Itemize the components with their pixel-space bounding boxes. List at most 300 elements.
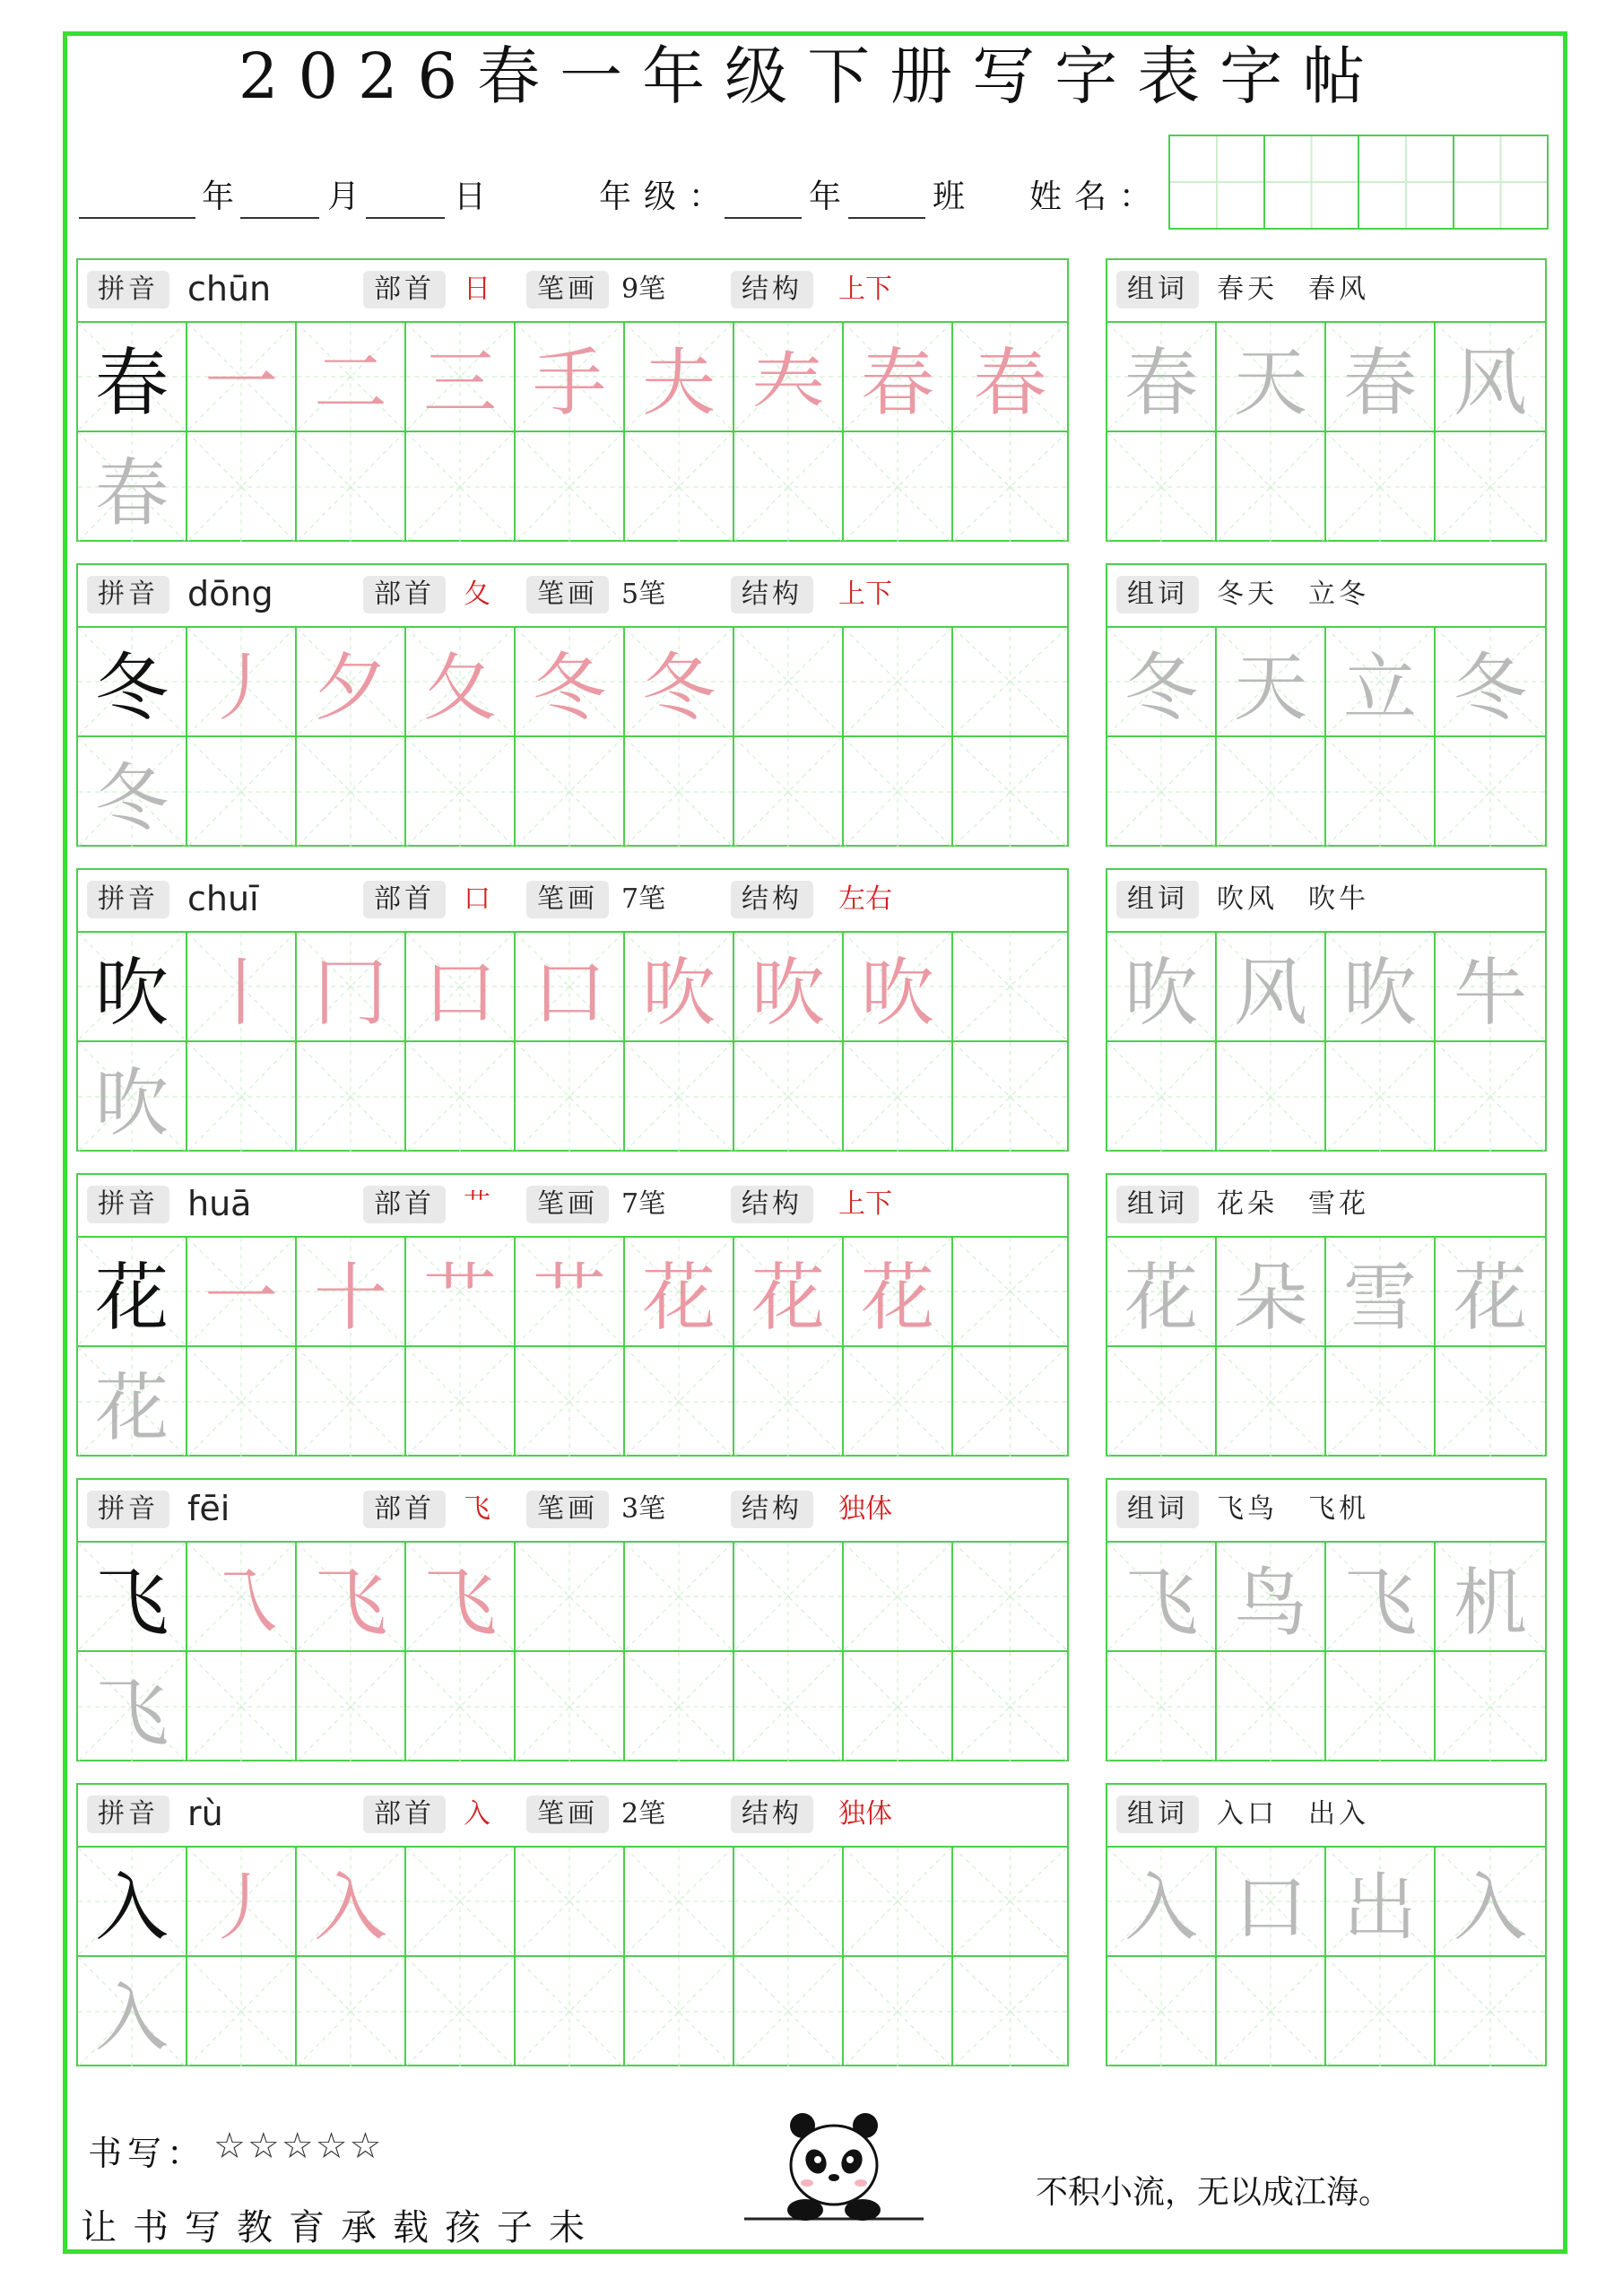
writing-cell[interactable] [1217, 1652, 1326, 1761]
stroke-step: 手 [532, 340, 606, 426]
word-trace-character: 雪 [1342, 1255, 1417, 1341]
model-cell[interactable] [78, 1848, 187, 1957]
writing-cell[interactable] [406, 1347, 516, 1457]
word-trace-cell[interactable] [1217, 323, 1326, 432]
words-row [1107, 565, 1545, 628]
writing-cell[interactable] [1107, 1347, 1217, 1457]
writing-cell[interactable] [844, 737, 953, 847]
stroke-step: 冬 [641, 645, 716, 731]
word-trace-cell[interactable] [1217, 1848, 1326, 1957]
writing-cell[interactable] [1436, 737, 1545, 847]
writing-label: 书写： [88, 2134, 207, 2173]
writing-cell[interactable] [953, 737, 1067, 847]
writing-cell[interactable] [297, 1347, 406, 1457]
writing-cell[interactable] [187, 432, 297, 542]
stroke-cell[interactable] [406, 628, 516, 737]
stroke-cell[interactable] [187, 323, 297, 432]
writing-cell[interactable] [1217, 1957, 1326, 2066]
writing-cell[interactable] [734, 1543, 844, 1652]
writing-cell[interactable] [844, 1543, 953, 1652]
day-blank[interactable] [366, 217, 445, 219]
words-panel [1106, 563, 1547, 847]
words-tag: 组词 [1116, 881, 1199, 918]
model-cell[interactable] [78, 1238, 187, 1347]
model-character: 入 [94, 1865, 169, 1951]
stroke-cell[interactable] [297, 628, 406, 737]
word-trace-cell[interactable] [1326, 323, 1436, 432]
name-box[interactable] [1265, 136, 1360, 228]
words-tag: 组词 [1116, 1186, 1199, 1223]
stroke-cell[interactable] [187, 628, 297, 737]
stroke-step: 口 [532, 950, 606, 1036]
word-trace-cell[interactable] [1326, 1238, 1436, 1347]
page-title: 2026春一年级下册写字表字帖 [238, 39, 1385, 113]
word-trace-character: 吹 [1124, 950, 1198, 1036]
word-trace-cell[interactable] [1326, 628, 1436, 737]
month-label: 月 [327, 178, 366, 215]
word-trace-cell[interactable] [1107, 1238, 1217, 1347]
trace-cell[interactable] [78, 1042, 187, 1152]
radical-value: 口 [464, 883, 490, 915]
stroke-step: 吹 [860, 950, 934, 1036]
word-trace-character: 鸟 [1233, 1560, 1307, 1646]
words-row [1107, 1175, 1545, 1238]
stroke-step: 春 [860, 340, 934, 426]
practice-panel [76, 868, 1069, 1152]
name-box[interactable] [1170, 136, 1265, 228]
writing-cell[interactable] [1217, 1347, 1326, 1457]
writing-cell[interactable] [1326, 1652, 1436, 1761]
writing-cell[interactable] [187, 1652, 297, 1761]
trace-character: 飞 [94, 1670, 169, 1756]
writing-cell[interactable] [1436, 1042, 1545, 1152]
word-trace-cell[interactable] [1436, 323, 1545, 432]
writing-cell[interactable] [516, 737, 625, 847]
writing-cell[interactable] [953, 1957, 1067, 2066]
stroke-step: 花 [641, 1255, 716, 1341]
writing-cell[interactable] [734, 628, 844, 737]
practice-panel [76, 1478, 1069, 1761]
name-label: 姓名： [1029, 178, 1165, 215]
trace-cell[interactable] [78, 737, 187, 847]
writing-cell[interactable] [953, 1652, 1067, 1761]
stroke-step: 吹 [641, 950, 716, 1036]
structure-tag: 结构 [731, 1186, 813, 1223]
word-trace-cell[interactable] [1326, 1543, 1436, 1652]
writing-cell[interactable] [516, 1347, 625, 1457]
stroke-cell[interactable] [406, 323, 516, 432]
info-row [78, 565, 1067, 628]
model-cell[interactable] [78, 323, 187, 432]
writing-cell[interactable] [1107, 1957, 1217, 2066]
radical-value: 日 [464, 274, 490, 305]
words-row [1107, 870, 1545, 933]
writing-cell[interactable] [406, 1652, 516, 1761]
words-panel [1106, 868, 1547, 1152]
word-trace-character: 春 [1124, 340, 1198, 426]
name-box[interactable] [1454, 136, 1548, 228]
words-row [1107, 260, 1545, 323]
structure-value: 上下 [838, 1188, 892, 1220]
word-trace-character: 冬 [1124, 645, 1198, 731]
strokes-value: 3笔 [621, 1493, 666, 1525]
writing-cell[interactable] [1326, 1042, 1436, 1152]
word-trace-cell[interactable] [1436, 1543, 1545, 1652]
words-tag: 组词 [1116, 271, 1199, 309]
structure-tag: 结构 [731, 1796, 813, 1833]
stroke-step: 丨 [204, 950, 278, 1036]
writing-cell[interactable] [953, 933, 1067, 1042]
structure-tag: 结构 [731, 576, 813, 613]
stroke-step: 十 [313, 1255, 387, 1341]
stroke-cell[interactable] [297, 1238, 406, 1347]
words-panel [1106, 1478, 1547, 1761]
writing-cell[interactable] [625, 1347, 734, 1457]
pinyin-value: chūn [187, 269, 272, 309]
writing-cell[interactable] [1436, 1957, 1545, 2066]
writing-cell[interactable] [1107, 737, 1217, 847]
practice-panel [76, 1783, 1069, 2066]
writing-cell[interactable] [1217, 737, 1326, 847]
writing-cell[interactable] [1217, 1042, 1326, 1152]
trace-character: 花 [94, 1365, 169, 1451]
radical-tag: 部首 [363, 271, 446, 309]
pinyin-tag: 拼音 [87, 881, 169, 918]
stroke-step: 花 [860, 1255, 934, 1341]
stroke-cell[interactable] [297, 323, 406, 432]
name-box[interactable] [1359, 136, 1454, 228]
writing-cell[interactable] [625, 1652, 734, 1761]
writing-cell[interactable] [734, 1347, 844, 1457]
pinyin-value: rù [187, 1794, 223, 1833]
word-trace-character: 花 [1124, 1255, 1198, 1341]
pinyin-tag: 拼音 [87, 271, 169, 309]
word-trace-cell[interactable] [1326, 1848, 1436, 1957]
writing-cell[interactable] [516, 1042, 625, 1152]
stroke-step: 口 [422, 950, 497, 1036]
practice-panel [76, 1173, 1069, 1457]
stroke-step: 冬 [532, 645, 606, 731]
strokes-value: 9笔 [621, 274, 666, 305]
stroke-cell[interactable] [187, 1238, 297, 1347]
model-cell[interactable] [78, 628, 187, 737]
word-trace-cell[interactable] [1436, 1848, 1545, 1957]
word-trace-character: 风 [1233, 950, 1307, 1036]
pinyin-value: chuī [187, 879, 259, 918]
word-trace-cell[interactable] [1107, 1543, 1217, 1652]
word-trace-character: 机 [1453, 1560, 1527, 1646]
words-value: 春天 春风 [1217, 274, 1369, 305]
stroke-step: 𡗗 [751, 340, 825, 426]
radical-value: 艹 [464, 1188, 490, 1220]
rating-stars[interactable]: ☆☆☆☆☆ [213, 2126, 384, 2167]
words-value: 入口 出入 [1217, 1798, 1369, 1830]
structure-value: 独体 [838, 1493, 892, 1525]
quote-text: 不积小流，无以成江海。 [1036, 2174, 1392, 2211]
writing-cell[interactable] [516, 1652, 625, 1761]
radical-value: 飞 [464, 1493, 490, 1525]
strokes-value: 7笔 [621, 883, 666, 915]
trace-cell[interactable] [78, 1957, 187, 2066]
grade-year-label: 年 [809, 178, 847, 215]
stroke-cell[interactable] [625, 1238, 734, 1347]
writing-cell[interactable] [516, 432, 625, 542]
stroke-cell[interactable] [406, 933, 516, 1042]
strokes-value: 7笔 [621, 1188, 666, 1220]
stroke-step: 吹 [751, 950, 825, 1036]
writing-cell[interactable] [406, 737, 516, 847]
stroke-cell[interactable] [187, 1848, 297, 1957]
words-row [1107, 1480, 1545, 1543]
writing-cell[interactable] [187, 1042, 297, 1152]
writing-cell[interactable] [734, 1848, 844, 1957]
words-panel [1106, 258, 1547, 542]
writing-cell[interactable] [187, 1957, 297, 2066]
stroke-step: 花 [751, 1255, 825, 1341]
writing-cell[interactable] [297, 1042, 406, 1152]
writing-cell[interactable] [516, 1543, 625, 1652]
pinyin-tag: 拼音 [87, 576, 169, 613]
writing-cell[interactable] [516, 1848, 625, 1957]
writing-cell[interactable] [625, 737, 734, 847]
word-trace-cell[interactable] [1107, 1848, 1217, 1957]
class-blank[interactable] [848, 217, 925, 219]
character-section [76, 868, 1547, 1152]
writing-cell[interactable] [1436, 1347, 1545, 1457]
word-trace-cell[interactable] [1107, 628, 1217, 737]
words-panel [1106, 1173, 1547, 1457]
stroke-step: 一 [204, 340, 278, 426]
writing-cell[interactable] [953, 1042, 1067, 1152]
stroke-cell[interactable] [187, 1543, 297, 1652]
writing-cell[interactable] [625, 432, 734, 542]
writing-cell[interactable] [297, 1652, 406, 1761]
trace-cell[interactable] [78, 432, 187, 542]
word-trace-cell[interactable] [1107, 933, 1217, 1042]
writing-cell[interactable] [953, 432, 1067, 542]
stroke-step: 乁 [204, 1560, 278, 1646]
writing-cell[interactable] [1107, 432, 1217, 542]
strokes-value: 2笔 [621, 1798, 666, 1830]
radical-value: 入 [464, 1798, 490, 1830]
stroke-cell[interactable] [516, 933, 625, 1042]
word-trace-cell[interactable] [1436, 933, 1545, 1042]
writing-cell[interactable] [1326, 432, 1436, 542]
word-trace-character: 飞 [1342, 1560, 1417, 1646]
writing-cell[interactable] [953, 1238, 1067, 1347]
stroke-cell[interactable] [734, 1238, 844, 1347]
stroke-step: 夕 [313, 645, 387, 731]
stroke-cell[interactable] [406, 1238, 516, 1347]
stroke-cell[interactable] [297, 933, 406, 1042]
panda-icon [744, 2109, 924, 2226]
stroke-step: 艹 [532, 1255, 606, 1341]
writing-cell[interactable] [187, 737, 297, 847]
writing-cell[interactable] [297, 737, 406, 847]
stroke-cell[interactable] [187, 933, 297, 1042]
trace-character: 春 [94, 450, 169, 536]
pinyin-tag: 拼音 [87, 1186, 169, 1223]
trace-cell[interactable] [78, 1347, 187, 1457]
writing-cell[interactable] [297, 432, 406, 542]
writing-cell[interactable] [1436, 1652, 1545, 1761]
writing-cell[interactable] [187, 1347, 297, 1457]
stroke-cell[interactable] [734, 323, 844, 432]
grade-year-blank[interactable] [725, 217, 802, 219]
word-trace-character: 飞 [1124, 1560, 1198, 1646]
writing-cell[interactable] [1107, 1652, 1217, 1761]
word-trace-cell[interactable] [1107, 323, 1217, 432]
word-trace-cell[interactable] [1217, 933, 1326, 1042]
writing-cell[interactable] [406, 1957, 516, 2066]
stroke-step: 三 [422, 340, 497, 426]
writing-cell[interactable] [1217, 432, 1326, 542]
word-trace-character: 春 [1342, 340, 1417, 426]
stroke-cell[interactable] [625, 323, 734, 432]
class-label: 班 [933, 178, 971, 215]
writing-cell[interactable] [844, 1042, 953, 1152]
character-section [76, 563, 1547, 847]
stroke-cell[interactable] [516, 628, 625, 737]
strokes-value: 5笔 [621, 578, 666, 610]
structure-tag: 结构 [731, 271, 813, 309]
writing-cell[interactable] [516, 1957, 625, 2066]
stroke-step: 二 [313, 340, 387, 426]
writing-cell[interactable] [406, 1848, 516, 1957]
stroke-cell[interactable] [297, 1543, 406, 1652]
stroke-cell[interactable] [625, 933, 734, 1042]
strokes-tag: 笔画 [526, 881, 609, 918]
writing-cell[interactable] [844, 432, 953, 542]
word-trace-character: 牛 [1453, 950, 1527, 1036]
radical-tag: 部首 [363, 881, 446, 918]
writing-cell[interactable] [406, 1042, 516, 1152]
writing-cell[interactable] [625, 1957, 734, 2066]
year-blank[interactable] [79, 217, 195, 219]
writing-cell[interactable] [734, 737, 844, 847]
writing-cell[interactable] [625, 1543, 734, 1652]
writing-cell[interactable] [844, 628, 953, 737]
model-cell[interactable] [78, 933, 187, 1042]
stroke-cell[interactable] [953, 323, 1067, 432]
words-row [1107, 1785, 1545, 1848]
word-trace-character: 天 [1233, 340, 1307, 426]
stroke-step: 飞 [313, 1560, 387, 1646]
writing-cell[interactable] [1436, 432, 1545, 542]
writing-cell[interactable] [1107, 1042, 1217, 1152]
writing-cell[interactable] [734, 432, 844, 542]
writing-cell[interactable] [625, 1042, 734, 1152]
word-trace-cell[interactable] [1217, 1543, 1326, 1652]
writing-cell[interactable] [625, 1848, 734, 1957]
month-blank[interactable] [240, 217, 319, 219]
writing-cell[interactable] [844, 1848, 953, 1957]
practice-panel [76, 258, 1069, 542]
words-tag: 组词 [1116, 576, 1199, 613]
stroke-cell[interactable] [844, 933, 953, 1042]
strokes-tag: 笔画 [526, 1491, 609, 1528]
stroke-cell[interactable] [844, 323, 953, 432]
writing-cell[interactable] [734, 1042, 844, 1152]
writing-cell[interactable] [953, 1848, 1067, 1957]
structure-value: 独体 [838, 1798, 892, 1830]
word-trace-cell[interactable] [1217, 628, 1326, 737]
writing-cell[interactable] [844, 1957, 953, 2066]
stroke-cell[interactable] [516, 1238, 625, 1347]
radical-tag: 部首 [363, 1491, 446, 1528]
day-label: 日 [454, 178, 492, 215]
writing-cell[interactable] [1326, 1957, 1436, 2066]
info-row [78, 870, 1067, 933]
character-section [76, 1783, 1547, 2066]
writing-cell[interactable] [1326, 737, 1436, 847]
writing-cell[interactable] [953, 1543, 1067, 1652]
words-value: 飞鸟 飞机 [1217, 1493, 1369, 1525]
writing-cell[interactable] [297, 1957, 406, 2066]
stroke-cell[interactable] [406, 1543, 516, 1652]
stroke-cell[interactable] [516, 323, 625, 432]
stroke-cell[interactable] [844, 1238, 953, 1347]
year-label: 年 [202, 178, 240, 215]
writing-cell[interactable] [734, 1652, 844, 1761]
writing-cell[interactable] [953, 1347, 1067, 1457]
trace-character: 吹 [94, 1060, 169, 1146]
structure-value: 上下 [838, 274, 892, 305]
writing-cell[interactable] [844, 1347, 953, 1457]
word-trace-character: 风 [1453, 340, 1527, 426]
stroke-step: 夫 [641, 340, 716, 426]
radical-value: 夂 [464, 578, 490, 610]
stroke-cell[interactable] [734, 933, 844, 1042]
character-section [76, 1478, 1547, 1761]
word-trace-cell[interactable] [1217, 1238, 1326, 1347]
pinyin-value: fēi [187, 1489, 230, 1528]
stroke-cell[interactable] [625, 628, 734, 737]
strokes-tag: 笔画 [526, 576, 609, 613]
words-tag: 组词 [1116, 1796, 1199, 1833]
stroke-step: 冂 [313, 950, 387, 1036]
structure-tag: 结构 [731, 1491, 813, 1528]
structure-value: 上下 [838, 578, 892, 610]
word-trace-cell[interactable] [1326, 933, 1436, 1042]
writing-cell[interactable] [734, 1957, 844, 2066]
word-trace-cell[interactable] [1436, 628, 1545, 737]
model-cell[interactable] [78, 1543, 187, 1652]
word-trace-character: 花 [1453, 1255, 1527, 1341]
practice-panel [76, 563, 1069, 847]
word-trace-character: 入 [1124, 1865, 1198, 1951]
writing-cell[interactable] [406, 432, 516, 542]
writing-cell[interactable] [1326, 1347, 1436, 1457]
writing-cell[interactable] [953, 628, 1067, 737]
word-trace-cell[interactable] [1436, 1238, 1545, 1347]
info-row [78, 260, 1067, 323]
trace-cell[interactable] [78, 1652, 187, 1761]
radical-tag: 部首 [363, 1186, 446, 1223]
pinyin-value: huā [187, 1184, 252, 1223]
name-boxes[interactable] [1168, 135, 1549, 230]
words-tag: 组词 [1116, 1491, 1199, 1528]
stroke-cell[interactable] [297, 1848, 406, 1957]
words-panel [1106, 1783, 1547, 2066]
word-trace-character: 天 [1233, 645, 1307, 731]
writing-cell[interactable] [844, 1652, 953, 1761]
pinyin-value: dōng [187, 574, 273, 613]
structure-value: 左右 [838, 883, 892, 915]
stroke-step: 一 [204, 1255, 278, 1341]
character-section [76, 258, 1547, 542]
model-character: 花 [94, 1255, 169, 1341]
